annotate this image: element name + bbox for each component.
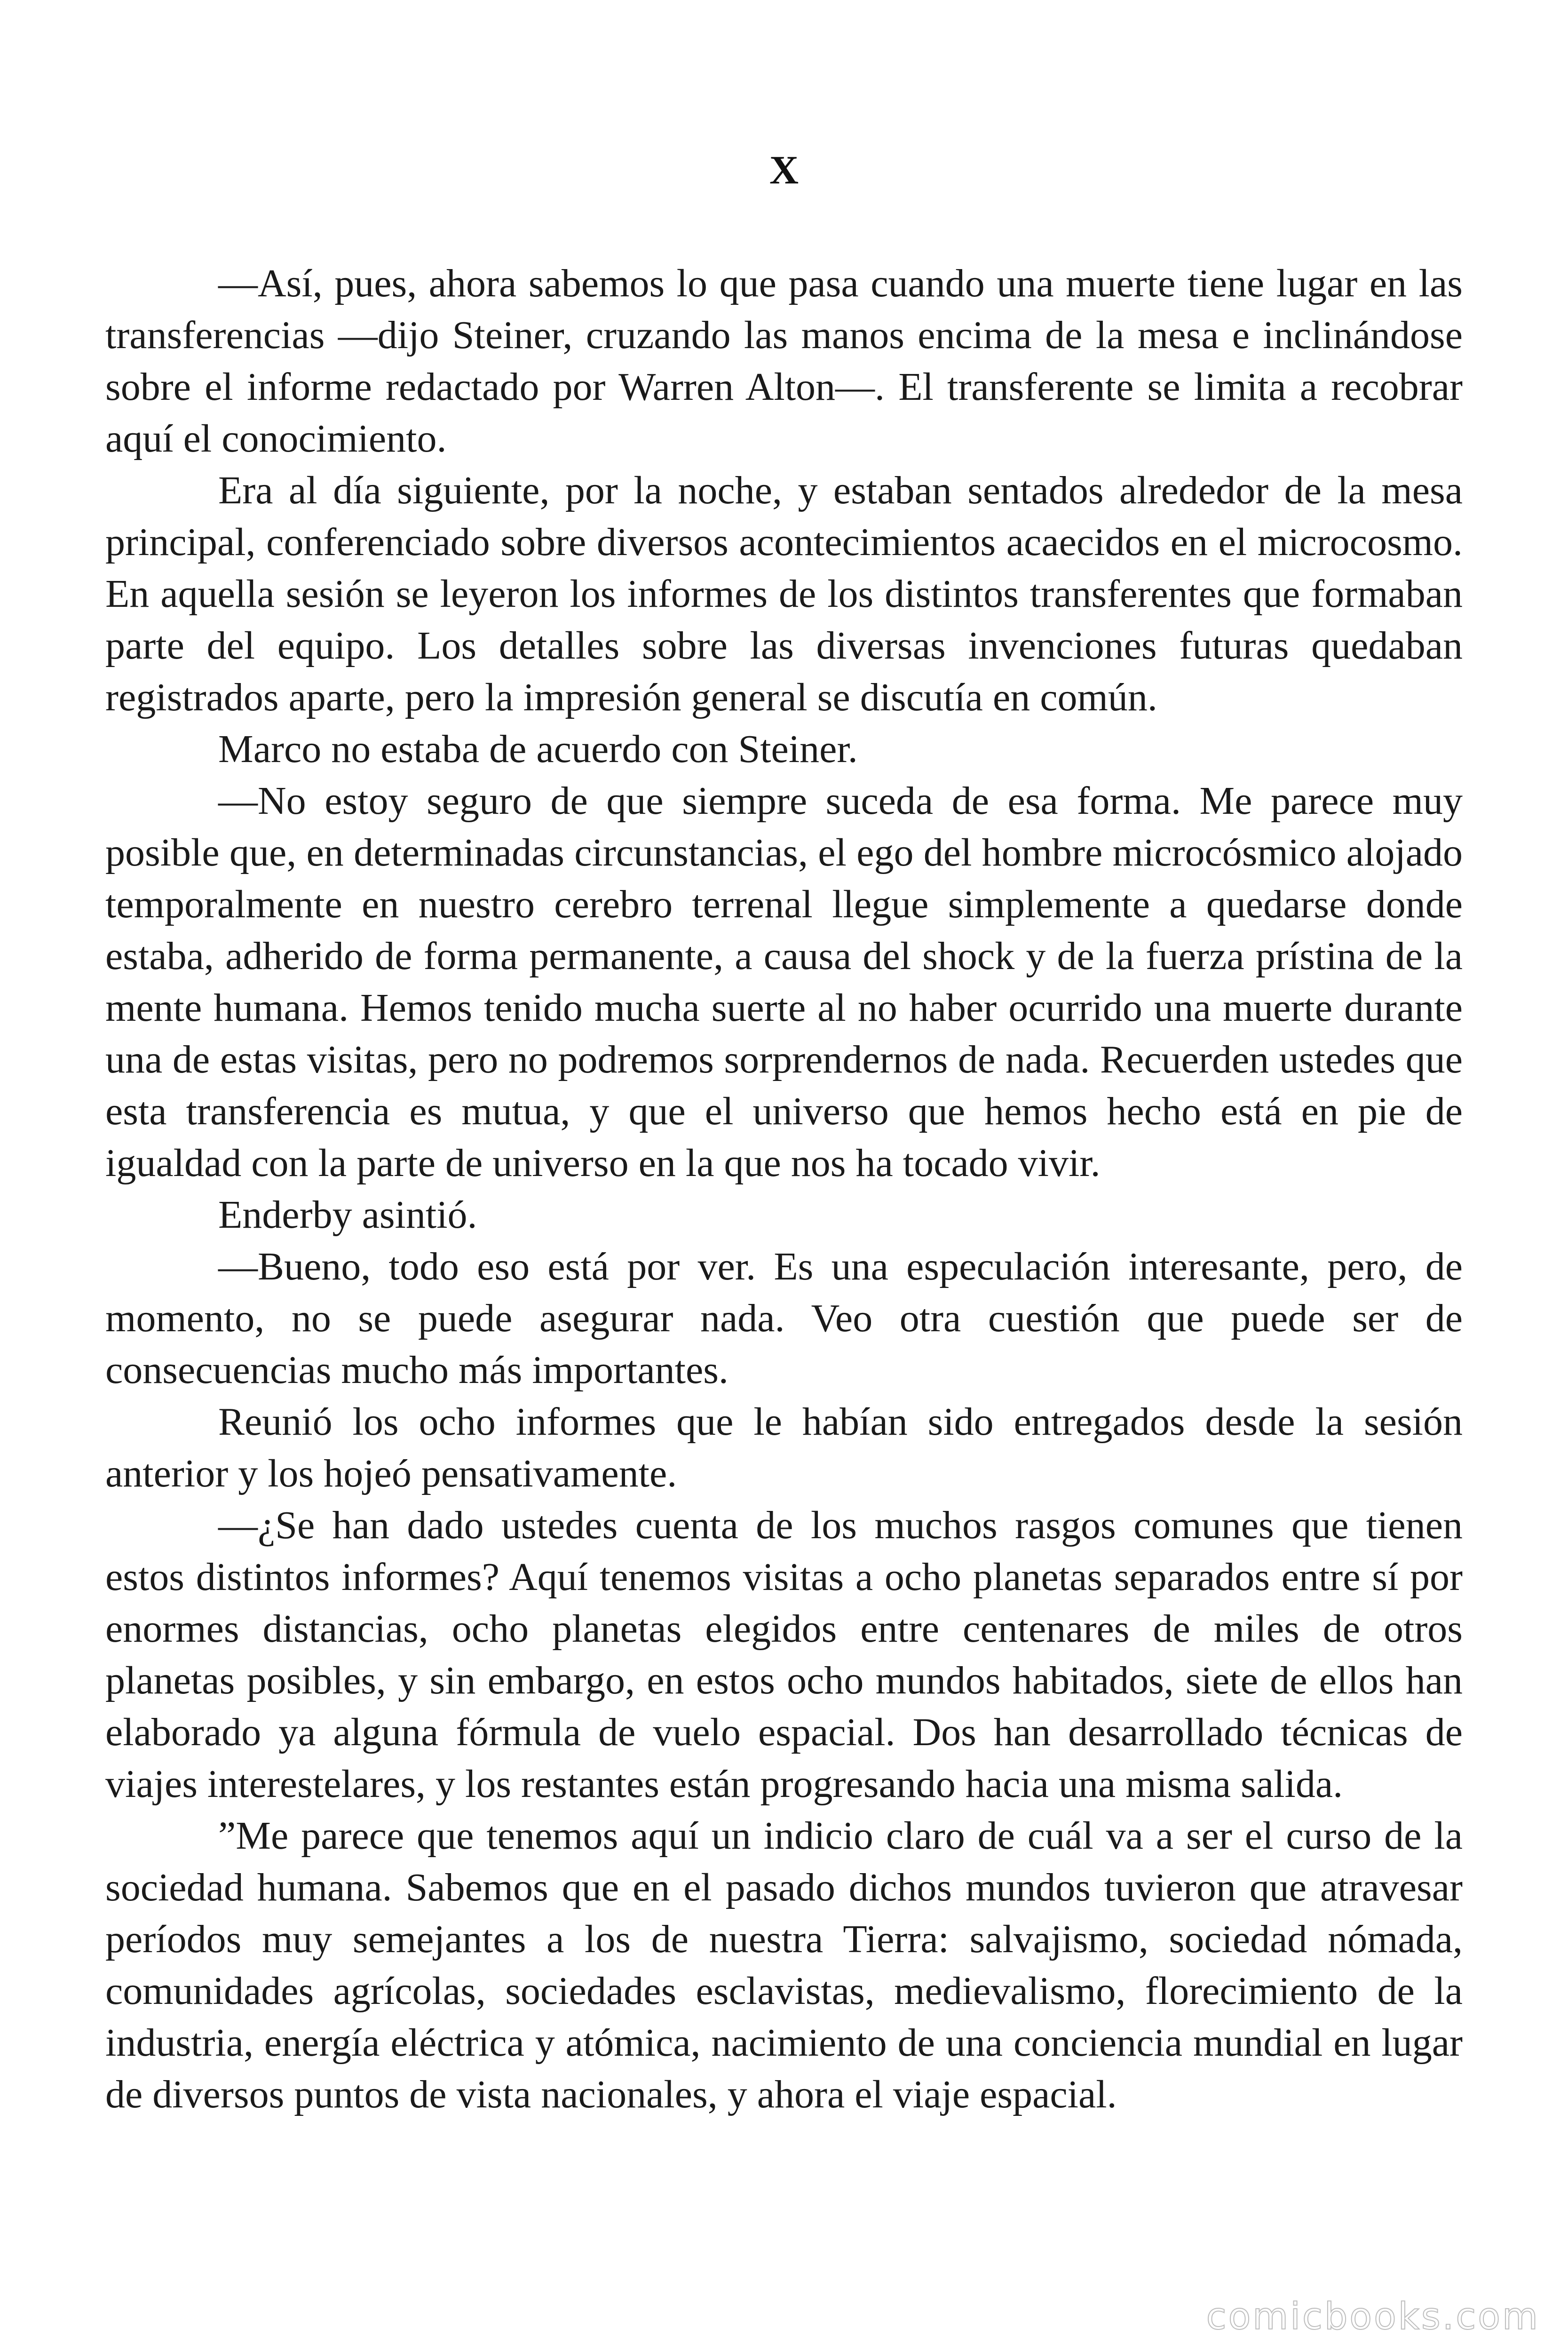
paragraph: Reunió los ocho informes que le habían sido entregados desde la sesión anterior y los hojeó pensativamente. xyxy=(105,1400,1463,1495)
paragraph: Enderby asintió. xyxy=(218,1193,477,1237)
paragraph: —Así, pues, ahora sabemos lo que pasa cuando una muerte tiene lugar en las transferencias —dijo Steiner, cruzando las manos encima de la mesa e inclinándose sobre el informe redactado por Warren Alton—. El transferente se limita a recobrar aquí el conocimiento. xyxy=(105,262,1463,461)
paragraph: Marco no estaba de acuerdo con Steiner. xyxy=(218,727,858,771)
paragraph: —Bueno, todo eso está por ver. Es una especulación interesante, pero, de momento, no se puede asegurar nada. Veo otra cuestión que puede ser de consecuencias mucho más importantes. xyxy=(105,1245,1463,1392)
chapter-title: X xyxy=(769,147,799,192)
paragraph: ”Me parece que tenemos aquí un indicio claro de cuál va a ser el curso de la sociedad humana. Sabemos que en el pasado dichos mundos tuvieron que atravesar períodos muy semejantes a los de nuestra Tierra: salvajismo, sociedad nómada, comunidades agrícolas, sociedades esclavistas, medievalismo, florecimiento de la industria, energía eléctrica y atómica, nacimiento de una conciencia mundial en lugar de diversos puntos de vista nacionales, y ahora el viaje espacial. xyxy=(105,1814,1463,2116)
watermark: comicbooks.com xyxy=(1206,2296,1540,2338)
paragraph: —No estoy seguro de que siempre suceda de esa forma. Me parece muy posible que, en determinadas circunstancias, el ego del hombre microcósmico alojado temporalmente en nuestro cerebro terrenal llegue simplemente a quedarse donde estaba, adherido de forma permanente, a causa del shock y de la fuerza prístina de la mente humana. Hemos tenido mucha suerte al no haber ocurrido una muerte durante una de estas visitas, pero no podremos sorprendernos de nada. Recuerden ustedes que esta transferencia es mutua, y que el universo que hemos hecho está en pie de igualdad con la parte de universo en la que nos ha tocado vivir. xyxy=(105,779,1463,1185)
paragraph: —¿Se han dado ustedes cuenta de los muchos rasgos comunes que tienen estos distintos informes? Aquí tenemos visitas a ocho planetas separados entre sí por enormes distancias, ocho planetas elegidos entre centenares de miles de otros planetas posibles, y sin embargo, en estos ocho mundos habitados, siete de ellos han elaborado ya alguna fórmula de vuelo espacial. Dos han desarrollado técnicas de viajes interestelares, y los restantes están progresando hacia una misma salida. xyxy=(105,1503,1463,1806)
paragraph: Era al día siguiente, por la noche, y estaban sentados alrededor de la mesa principal, conferenciado sobre diversos acontecimientos acaecidos en el microcosmo. En aquella sesión se leyeron los informes de los distintos transferentes que formaban parte del equipo. Los detalles sobre las diversas invenciones futuras quedaban registrados aparte, pero la impresión general se discutía en común. xyxy=(105,469,1463,719)
chapter-body xyxy=(105,258,1463,2121)
